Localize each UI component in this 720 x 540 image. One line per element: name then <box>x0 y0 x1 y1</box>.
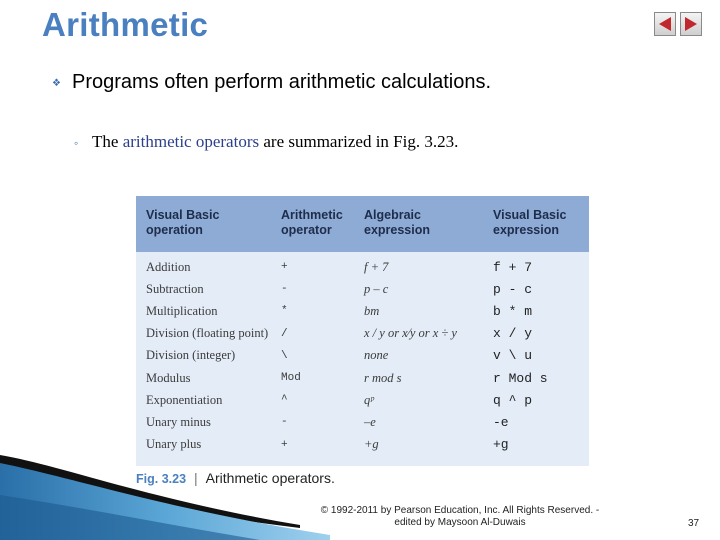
bullet-text-1: Programs often perform arithmetic calculations. <box>72 71 492 93</box>
cell-vb: -e <box>493 414 509 430</box>
header-operation <box>136 196 281 252</box>
cell-algebraic: none <box>364 348 389 363</box>
next-slide-icon <box>683 16 699 32</box>
cell-operator: + <box>281 261 288 274</box>
table-header <box>136 196 589 252</box>
cell-operator: + <box>281 438 288 451</box>
slide-nav <box>654 12 702 36</box>
header-vb-expression-text: Visual Basic expression <box>493 208 567 237</box>
footer-copyright <box>300 505 620 529</box>
cell-operation: Division (floating point) <box>146 326 269 341</box>
caption-separator: | <box>194 470 198 486</box>
cell-algebraic: qᵖ <box>364 392 374 407</box>
cell-algebraic: –e <box>364 414 376 429</box>
prev-slide-icon <box>657 16 673 32</box>
cell-operator: - <box>281 416 288 429</box>
footer-line-1: © 1992-2011 by Pearson Education, Inc. All Rights Reserved. - <box>320 505 600 516</box>
cell-algebraic: bm <box>364 303 380 318</box>
cell-operation: Subtraction <box>146 281 204 296</box>
header-operator <box>281 196 364 252</box>
table-body <box>136 252 589 456</box>
cell-operation: Division (integer) <box>146 348 236 363</box>
cell-algebraic: p – c <box>364 281 389 296</box>
sub-bullet-icon: ◦ <box>74 136 79 150</box>
cell-vb: x / y <box>493 326 533 342</box>
header-operator-text: Arithmetic operator <box>281 208 343 237</box>
bullet-text-2-post: are summarized in Fig. 3.23. <box>259 132 459 151</box>
slide-title: Arithmetic <box>42 6 209 43</box>
table-row <box>136 434 589 456</box>
table-row <box>136 323 589 345</box>
table-row <box>136 345 589 367</box>
cell-vb: f + 7 <box>493 259 533 275</box>
header-algebraic-text: Algebraic expression <box>364 208 431 237</box>
table-row <box>136 411 589 433</box>
table-row <box>136 256 589 278</box>
bullet-text-2-highlight: arithmetic operators <box>122 132 260 151</box>
operators-table <box>136 196 589 466</box>
cell-algebraic: r mod s <box>364 370 402 385</box>
cell-operation: Modulus <box>146 370 191 385</box>
cell-vb: b * m <box>493 303 533 319</box>
figure-caption-text: Arithmetic operators. <box>205 470 335 486</box>
cell-vb: +g <box>493 437 509 453</box>
cell-algebraic: x / y or x⁄y or x ÷ y <box>364 326 457 341</box>
cell-operation: Unary minus <box>146 414 211 429</box>
table-row <box>136 367 589 389</box>
cell-vb: v \ u <box>493 348 533 364</box>
footer-line-2: edited by Maysoon Al-Duwais <box>394 517 526 528</box>
cell-operator: \ <box>281 349 288 362</box>
cell-operation: Unary plus <box>146 437 202 452</box>
cell-operator: / <box>281 327 288 340</box>
cell-vb: q ^ p <box>493 392 533 408</box>
cell-algebraic: f + 7 <box>364 259 389 274</box>
cell-operation: Addition <box>146 259 191 274</box>
cell-operation: Exponentiation <box>146 392 223 407</box>
next-slide-button[interactable] <box>680 12 702 36</box>
bullet-text-2 <box>92 132 458 152</box>
bullet-text-2-pre: The <box>92 132 123 151</box>
table-row <box>136 278 589 300</box>
table-row <box>136 300 589 322</box>
cell-algebraic: +g <box>364 437 379 452</box>
cell-vb: p - c <box>493 281 533 297</box>
bullet-icon: ❖ <box>52 78 61 89</box>
header-algebraic <box>364 196 493 252</box>
cell-operator: - <box>281 283 288 296</box>
cell-operator: Mod <box>281 372 301 385</box>
cell-operation: Multiplication <box>146 303 218 318</box>
cell-operator: ^ <box>281 394 288 407</box>
cell-operator: * <box>281 305 288 318</box>
table-row <box>136 389 589 411</box>
prev-slide-button[interactable] <box>654 12 676 36</box>
header-operation-text: Visual Basic operation <box>146 208 220 237</box>
page-number: 37 <box>688 518 700 529</box>
figure-number: Fig. 3.23 <box>136 472 187 486</box>
header-vb-expression <box>493 196 589 252</box>
cell-vb: r Mod s <box>493 370 548 386</box>
